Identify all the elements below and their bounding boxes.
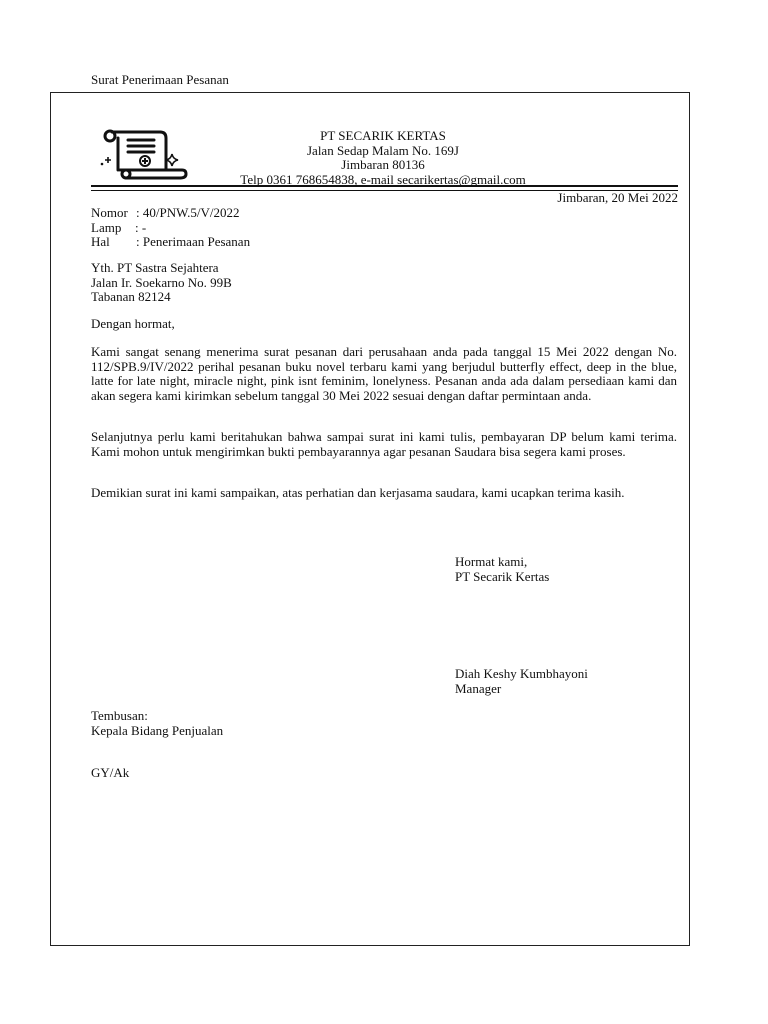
company-address: Jalan Sedap Malam No. 169J — [306, 142, 459, 158]
meta-nomor — [91, 206, 250, 221]
closing-line-2: PT Secarik Kertas — [455, 568, 550, 584]
cc-recipient: Kepala Bidang Penjualan — [91, 722, 224, 738]
recipient-street: Jalan Ir. Soekarno No. 99B — [91, 274, 232, 290]
company-city: Jimbaran 80136 — [341, 157, 425, 172]
salutation: Dengan hormat, — [91, 316, 175, 331]
cc-label: Tembusan: — [91, 708, 148, 723]
meta-nomor-label: Nomor — [91, 205, 128, 220]
document-caption: Surat Penerimaan Pesanan — [91, 72, 229, 87]
meta-lamp — [91, 221, 250, 236]
signer-title: Manager — [455, 680, 502, 696]
company-contact: Telp 0361 768654838, e-mail secarikertas@gmail.com — [240, 171, 526, 187]
recipient-address — [91, 261, 232, 305]
signer-name: Diah Keshy Kumbhayoni — [455, 666, 588, 681]
reference-initials: GY/Ak — [91, 765, 130, 780]
scroll-document-icon — [98, 126, 190, 184]
meta-hal — [91, 235, 250, 250]
meta-hal-value: : Penerimaan Pesanan — [136, 234, 251, 249]
company-name: PT SECARIK KERTAS — [320, 128, 446, 143]
body-paragraph-3: Demikian surat ini kami sampaikan, atas perhatian dan kerjasama saudara, kami ucapkan terima kasih. — [91, 485, 625, 500]
meta-nomor-value: : 40/PNW.5/V/2022 — [136, 205, 240, 220]
letter-date: Jimbaran, 20 Mei 2022 — [557, 190, 678, 205]
meta-lamp-value: : - — [135, 219, 147, 235]
signer-block — [455, 667, 588, 696]
cc-block — [91, 709, 223, 738]
body-paragraph-2: Selanjutnya perlu kami beritahukan bahwa sampai surat ini kami tulis, pembayaran DP belum kami terima. Kami mohon untuk mengirimkan bukti pembayarannya agar pesanan Saudara bisa segera kami proses. — [91, 429, 677, 459]
meta-lamp-label: Lamp — [91, 219, 122, 235]
letterhead — [200, 129, 566, 187]
letter-meta — [91, 206, 250, 250]
meta-hal-label: Hal — [91, 234, 110, 249]
recipient-city: Tabanan 82124 — [91, 289, 171, 304]
letterhead-rule-thick — [91, 185, 678, 187]
closing-block — [455, 555, 549, 584]
recipient-name: Yth. PT Sastra Sejahtera — [91, 260, 219, 275]
body-paragraph-1: Kami sangat senang menerima surat pesanan dari perusahaan anda pada tanggal 15 Mei 2022 dengan No. 112/SPB.9/IV/2022 perihal pesanan buku novel terbaru kami yang berjudul butterfly effect, deep in the blue, latte for late night, miracle night, pink isnt feminim, lonelyness. Pesanan anda ada dalam persediaan kami dan akan segera kami kirimkan sebelum tanggal 30 Mei 2022 sesuai dengan daftar permintaan anda. — [91, 344, 677, 403]
closing-line-1: Hormat kami, — [455, 554, 528, 569]
